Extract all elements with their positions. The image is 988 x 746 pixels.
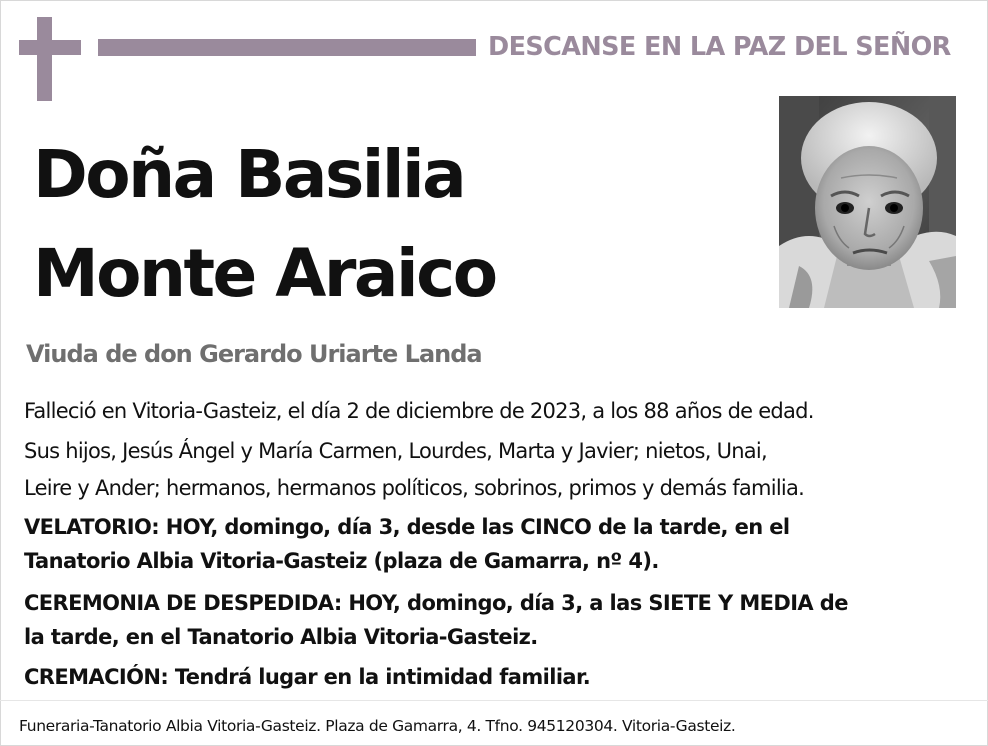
relation-subtitle: Viuda de don Gerardo Uriarte Landa — [26, 340, 482, 368]
footer-divider — [0, 700, 988, 701]
family-line-2: Leire y Ander; hermanos, hermanos políticos, sobrinos, primos y demás familia. — [24, 476, 805, 500]
funeral-home-footer: Funeraria-Tanatorio Albia Vitoria-Gasteiz. Plaza de Gamarra, 4. Tfno. 945120304. Vitoria-Gasteiz. — [19, 717, 736, 735]
cremation-line: CREMACIÓN: Tendrá lugar en la intimidad familiar. — [24, 665, 591, 689]
wake-line-1: VELATORIO: HOY, domingo, día 3, desde las CINCO de la tarde, en el — [24, 515, 790, 539]
deceased-name-line-2: Monte Araico — [33, 235, 496, 312]
ceremony-line-1: CEREMONIA DE DESPEDIDA: HOY, domingo, día 3, a las SIETE Y MEDIA de — [24, 591, 848, 615]
portrait-photo — [779, 96, 956, 308]
ceremony-line-2: la tarde, en el Tanatorio Albia Vitoria-Gasteiz. — [24, 625, 538, 649]
family-line-1: Sus hijos, Jesús Ángel y María Carmen, Lourdes, Marta y Javier; nietos, Unai, — [24, 439, 767, 463]
cross-icon-horizontal — [19, 40, 81, 55]
header-rule — [98, 39, 476, 56]
deceased-name-line-1: Doña Basilia — [33, 136, 465, 213]
wake-line-2: Tanatorio Albia Vitoria-Gasteiz (plaza de Gamarra, nº 4). — [24, 549, 659, 573]
death-announcement: Falleció en Vitoria-Gasteiz, el día 2 de diciembre de 2023, a los 88 años de edad. — [24, 399, 814, 423]
header-motto: DESCANSE EN LA PAZ DEL SEÑOR — [488, 32, 951, 62]
cross-icon-vertical — [37, 17, 52, 101]
